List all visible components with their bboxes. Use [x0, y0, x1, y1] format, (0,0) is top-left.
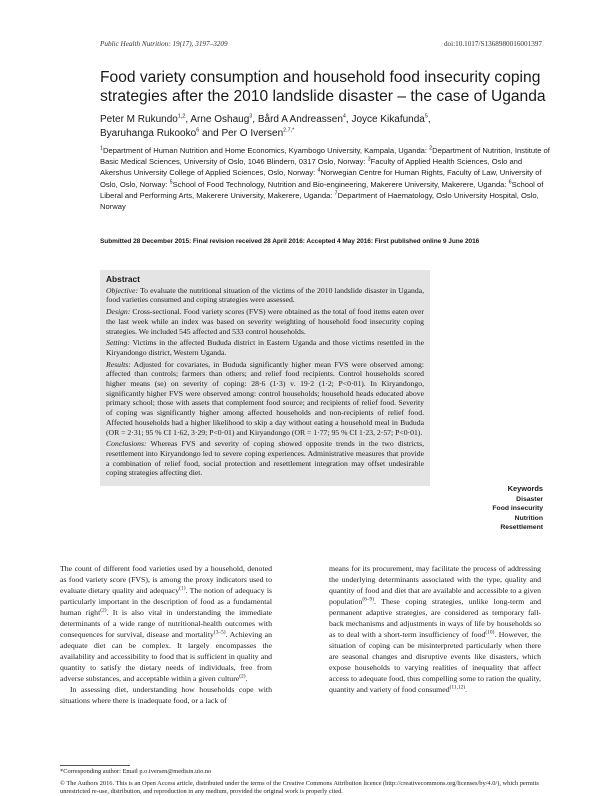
- body-paragraph: [329, 563, 541, 695]
- author-sup: 1,2: [177, 113, 186, 120]
- citation-reference: (3–5): [213, 629, 226, 636]
- body-column-left: [60, 563, 272, 706]
- affiliation: School of Liberal and Performing Arts, Makerere University, Makerere, Uganda:: [100, 179, 544, 200]
- author-name: Bård A Andreassen: [257, 114, 343, 125]
- author-name: Joyce Kikafunda: [351, 114, 425, 125]
- author-sup: 6: [196, 127, 200, 134]
- citation-reference: (1): [179, 585, 186, 592]
- author-name: Peter M Rukundo: [100, 114, 178, 125]
- article-title: Food variety consumption and household food insecurity coping strategies after the 2010 landslide disaster – the case of Uganda: [100, 69, 546, 105]
- keyword-item: Food insecurity: [492, 505, 543, 513]
- body-text: In assessing diet, understanding how households cope with situations where there is inadequate food, or a lack of: [60, 685, 272, 705]
- affiliation: School of Food Technology, Nutrition and Bio-engineering, Makerere University, Makerere, Uganda:: [172, 179, 509, 189]
- affiliation: Department of Human Nutrition and Home Economics, Kyambogo University, Kampala, Uganda:: [103, 146, 430, 155]
- keywords-block: [458, 484, 543, 532]
- journal-reference: Public Health Nutrition: 19(17), 3197–3209: [100, 40, 228, 48]
- author-name: Arne Oshaug: [190, 114, 250, 125]
- abstract-setting: Setting: Victims in the affected Bududa district in Eastern Uganda and those victims resettled in the Kiryandongo district, Western Uganda.: [106, 338, 424, 357]
- abstract-results: Results: Adjusted for covariates, in Bududa significantly higher mean FVS were observed among: affected than controls; farmers than others; and relief food recipients. Control households scored higher means (se) on severity of coping: 28·6 (1·3) v. 19·2 (1·2; P<0·01). In Kiryandongo, significantly higher FVS were observed among: control households; household heads educated above primary school; those with assets that complement food source; and recipients of relief food. Severity of coping was significantly higher among affected households and non-recipients of relief food. Affected households had a higher likelihood to skip a day without eating a household meal in Bududa (OR = 2·31; 95 % CI 1·62, 3·29; P<0·01) and Kiryandongo (OR = 1·77; 95 % CI 1·23, 2·57; P<0·01).: [106, 359, 424, 437]
- body-text: .: [465, 685, 468, 694]
- citation-reference: (2): [239, 673, 246, 680]
- body-text: The count of different food varieties used by a household, denoted as food variety score (FVS), is among the proxy indicators used to evaluate dietary quality and adequacy: [60, 564, 272, 595]
- license-notice: © The Authors 2016. This is an Open Access article, distributed under the terms of the Creative Commons Attribution licence (http://creativecommons.org/licenses/by/4.0/), which permits unrestricted re-use, distribution, and reproduction in any medium, provided the original work is properly cited.: [60, 780, 539, 795]
- abstract-conclusions: Conclusions: Whereas FVS and severity of coping showed opposite trends in the two districts, resettlement into Kiryandongo led to severe coping experiences. Administrative measures that provide a combination of relief food, social protection and resettlement integration may offset undesirable coping strategies affecting diet.: [106, 439, 424, 478]
- affiliation: Norwegian Centre for Human Rights, Faculty of Law, University of Oslo, Oslo, Norway:: [100, 168, 542, 189]
- body-text: . However, the situation of coping can be misinterpreted particularly when there are seasonal changes and disruptive events like disasters, which expose households to varying realities of inequality that affect access to adequate food, thus compelling some to ration the quality, quantity and variety of food consumed: [329, 630, 541, 694]
- keyword-item: Nutrition: [514, 514, 543, 522]
- body-text: .: [245, 674, 248, 683]
- body-column-right: [329, 563, 541, 695]
- citation-reference: (10): [485, 629, 495, 636]
- citation-reference: (11,12): [449, 684, 466, 691]
- corresponding-author: *Corresponding author: Email p.o.iversen@medisin.uio.no: [60, 768, 212, 775]
- abstract-box: [100, 270, 430, 486]
- author-sup: 2,7,*: [283, 127, 295, 134]
- body-text: . It is also vital in understanding the immediate determinants of a wide range of nutritional-health outcomes with consequences for survival, disease and mortality: [60, 608, 272, 639]
- body-paragraph: [60, 563, 272, 684]
- abstract-design: Design: Cross-sectional. Food variety scores (FVS) were obtained as the total of food items eaten over the last week while an index was based on severity weighting of household food insecurity coping strategies. We included 545 affected and 533 control households.: [106, 307, 424, 336]
- abstract-heading: Abstract: [106, 274, 140, 284]
- affiliation: Department of Haematology, Oslo University Hospital, Oslo, Norway: [100, 190, 539, 212]
- keyword-item: Resettlement: [500, 523, 543, 531]
- submission-dates: Submitted 28 December 2015: Final revision received 28 April 2016: Accepted 4 May 2016: First published online 9 June 2016: [100, 238, 480, 245]
- citation-reference: (2): [100, 607, 107, 614]
- author-sup: 5: [424, 113, 428, 120]
- keywords-heading: Keywords: [507, 484, 543, 493]
- body-text: . These coping strategies, unlike long-term and permanent adaptive strategies, are considered as temporary fall-back mechanisms and adjustments in ways of life by households so as to deal with a short-term insufficiency of food: [329, 597, 541, 639]
- affiliations: $^1$Department of Human Nutrition and Home Economics, Kyambogo University, Kampala, Uganda: $^2$Department of Nutrition, Institute of Basic Medical Sciences, University of Oslo, 1046 Blindern, 0317 Oslo, Norway: $^3$Faculty of Applied Health Sciences, Oslo and Akershus University College of Applied Sciences, Oslo, Norway: $^4$Norwegian Centre for Human Rights, Faculty of Law, University of Oslo, Oslo, Norway: $^5$School of Food Technology, Nutrition and Bio-engineering, Makerere University, Makerere, Uganda: $^6$School of Liberal and Performing Arts, Makerere University, Makerere, Uganda: $^7$Department of Haematology, Oslo University Hospital, Oslo, Norway: [100, 145, 550, 212]
- body-paragraph: [60, 684, 272, 706]
- footnote-divider: [60, 765, 130, 766]
- keyword-item: Disaster: [516, 496, 543, 504]
- author-list: Peter M Rukundo$^{1,2}$, Arne Oshaug$^3$, Bård A Andreassen$^4$, Joyce Kikafunda$^5$, Byaruhanga Rukooko$^6$ and Per O Iversen$^{2,7,*}$: [100, 113, 431, 139]
- affiliation: Faculty of Applied Health Sciences, Oslo and Akershus University College of Applied Sciences, Oslo, Norway:: [100, 157, 523, 178]
- doi-label: doi:10.1017/S1368980016001397: [443, 40, 542, 48]
- body-text: . The notion of adequacy is particularly important in the description of food as a fundamental human right: [60, 586, 273, 617]
- author-name: Per O Iversen: [221, 128, 284, 139]
- author-sup: 3: [249, 113, 253, 120]
- abstract-objective: Objective: To evaluate the nutritional situation of the victims of the 2010 landslide disaster in Uganda, food varieties consumed and coping strategies were assessed.: [106, 285, 424, 305]
- citation-reference: (6–9): [362, 596, 375, 603]
- body-text: . Achieving an adequate diet can be complex. It largely encompasses the availability and accessibility to food that is sufficient in quality and quantity to satisfy the dietary needs of individuals, free from adverse substances, and acceptable within a given culture: [60, 630, 272, 683]
- body-text: means for its procurement, may facilitate the process of addressing the underlying determinants associated with the type, quality and quantity of food and diet that are available and accessible to a given population: [329, 564, 541, 606]
- author-sup: 4: [342, 113, 346, 120]
- affiliation: Department of Nutrition, Institute of Basic Medical Sciences, University of Oslo, 1046 Blindern, 0317 Oslo, Norway:: [100, 146, 550, 167]
- author-name: Byaruhanga Rukooko: [100, 128, 197, 139]
